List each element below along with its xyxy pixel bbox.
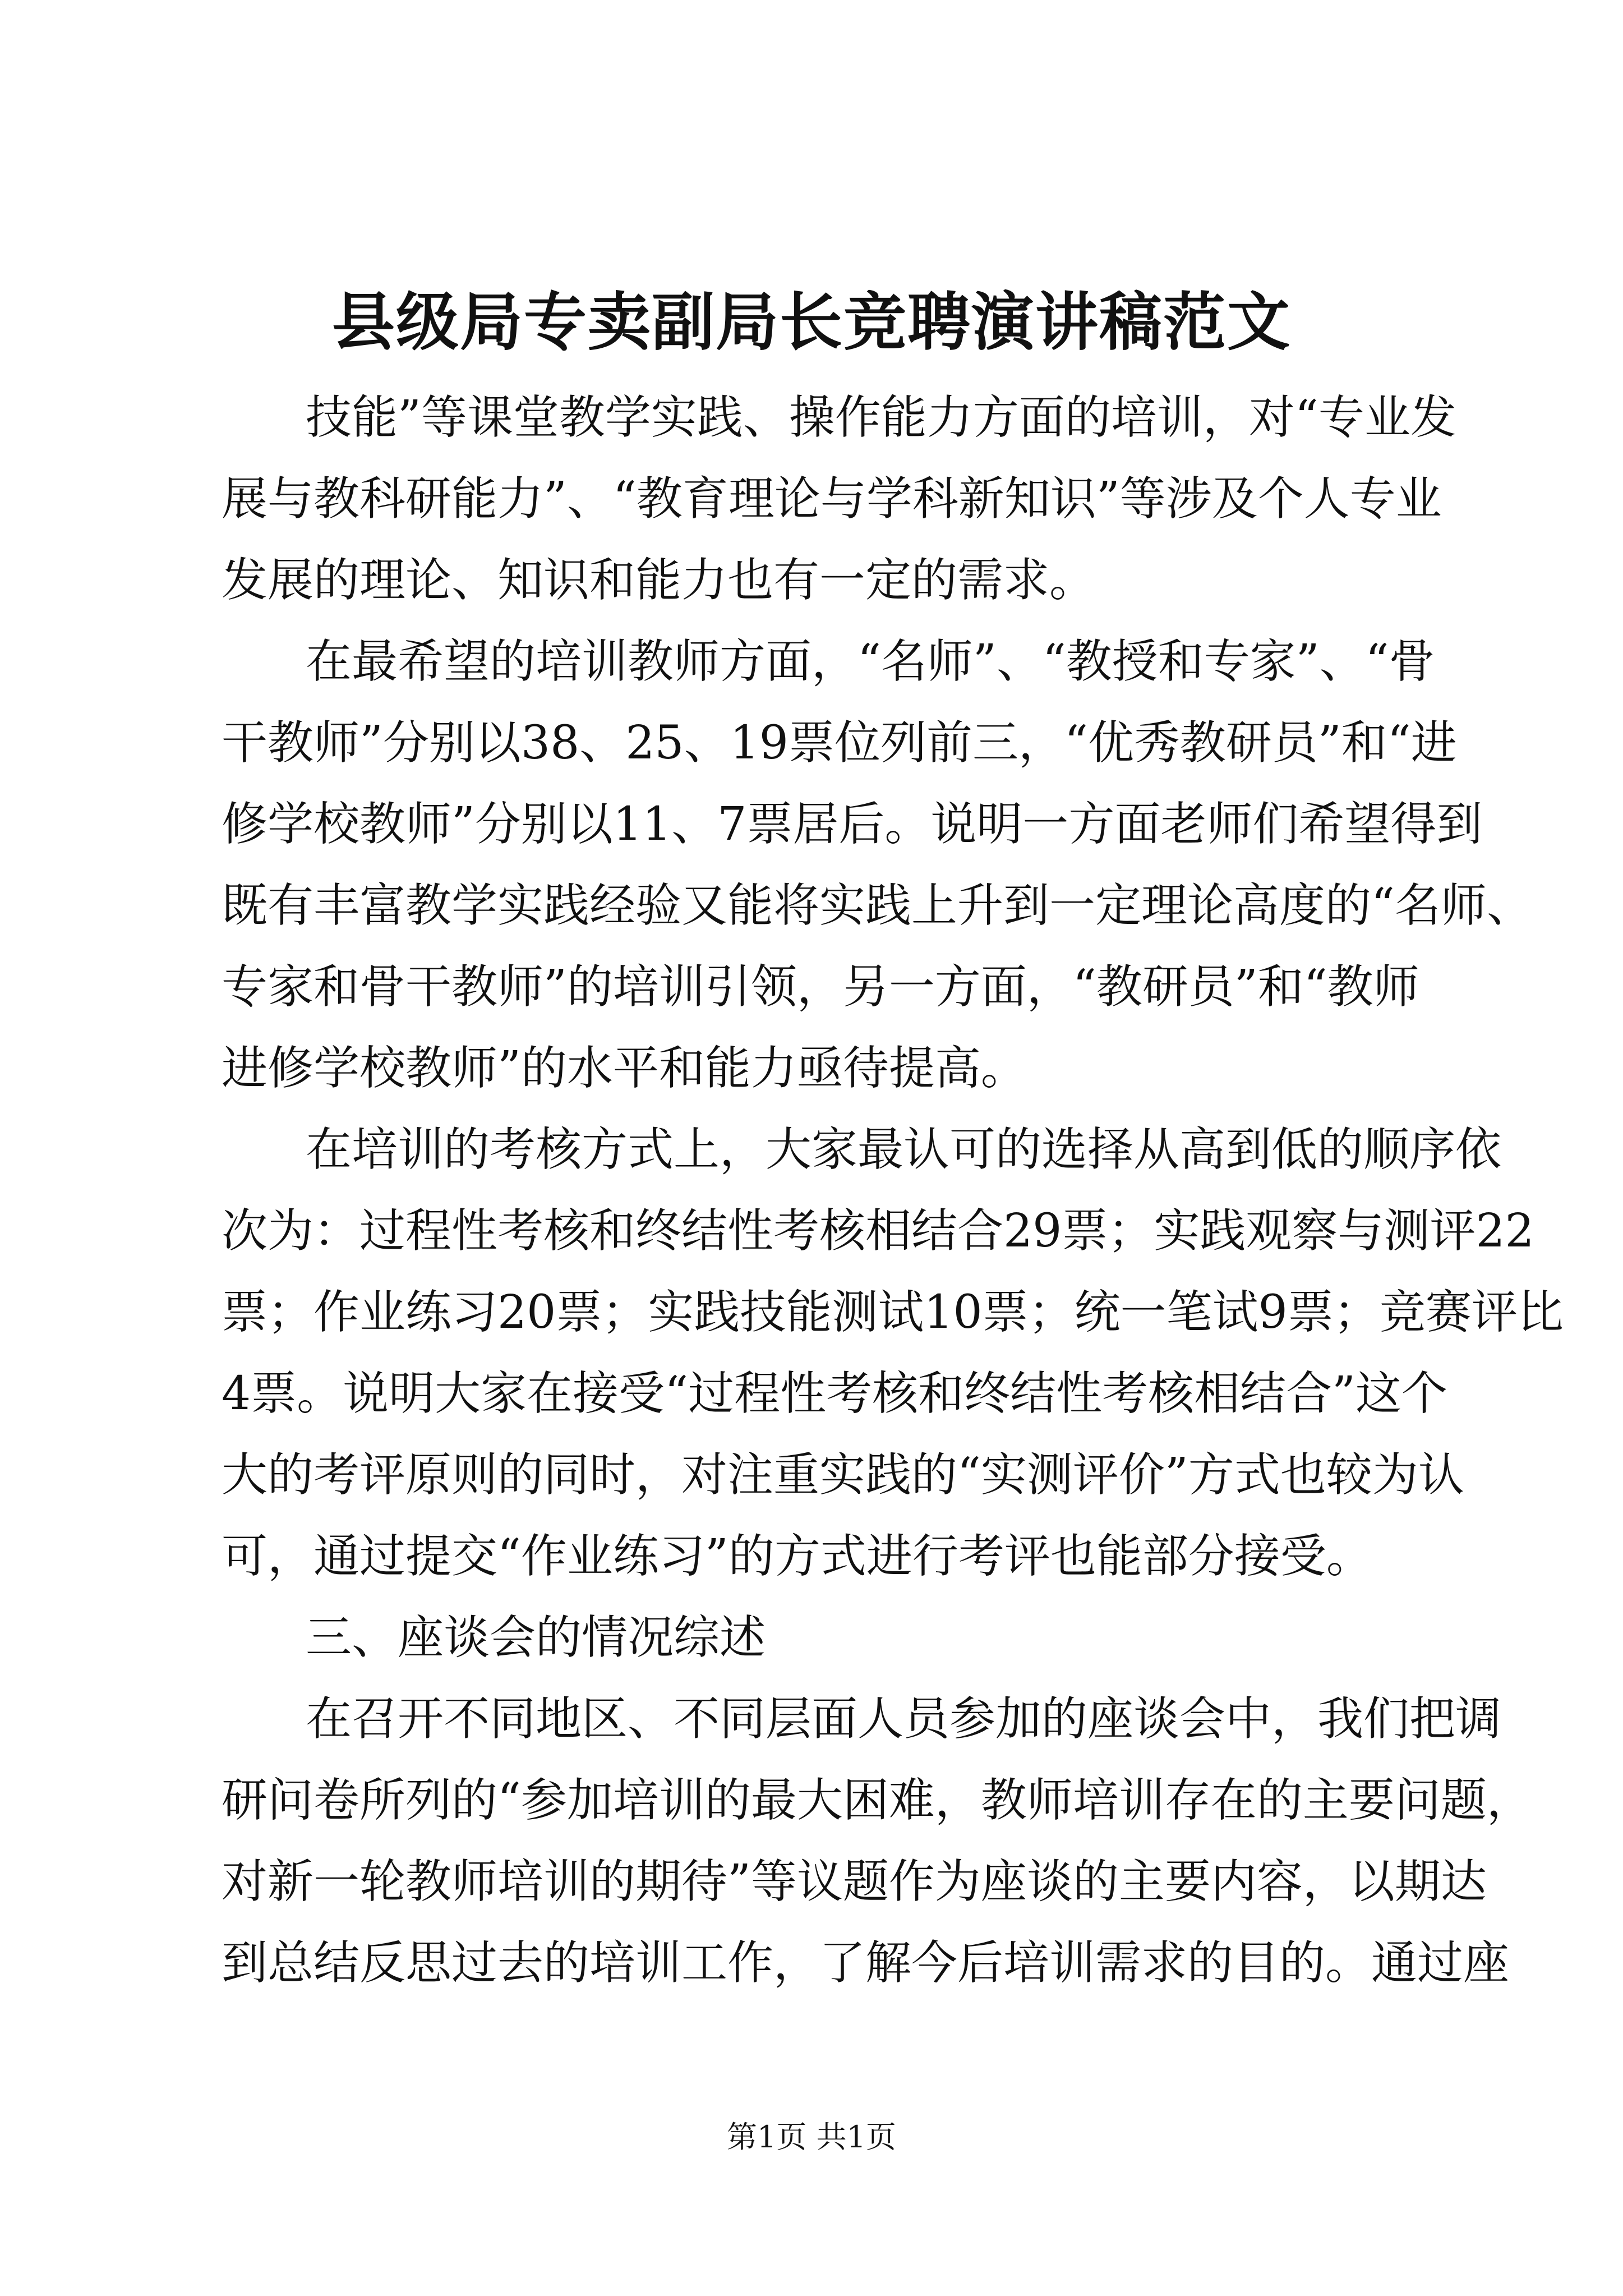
- paragraph-line: 技能”等课堂教学实践、操作能力方面的培训，对“专业发: [306, 391, 1456, 444]
- paragraph-line: 在培训的考核方式上，大家最认可的选择从高到低的顺序依: [306, 1123, 1502, 1176]
- section-heading: 三、座谈会的情况综述: [306, 1611, 766, 1664]
- paragraph-line: 既有丰富教学实践经验又能将实践上升到一定理论高度的“名师、: [222, 879, 1533, 932]
- page-footer: 第1页 共1页: [727, 2119, 896, 2155]
- paragraph-line: 大的考评原则的同时，对注重实践的“实测评价”方式也较为认: [222, 1448, 1464, 1502]
- paragraph-line: 在最希望的培训教师方面，“名师”、“教授和专家”、“骨: [306, 635, 1435, 688]
- paragraph-line: 4票。说明大家在接受“过程性考核和终结性考核相结合”这个: [222, 1367, 1448, 1420]
- paragraph-line: 到总结反思过去的培训工作，了解今后培训需求的目的。通过座: [222, 1936, 1510, 1990]
- paragraph-line: 票；作业练习20票；实践技能测试10票；统一笔试9票；竞赛评比: [222, 1286, 1564, 1339]
- paragraph-line: 展与教科研能力”、“教育理论与学科新知识”等涉及个人专业: [222, 472, 1442, 526]
- paragraph-line: 进修学校教师”的水平和能力亟待提高。: [222, 1042, 1027, 1095]
- paragraph-line: 修学校教师”分别以11、7票居后。说明一方面老师们希望得到: [222, 798, 1483, 851]
- paragraph-line: 研问卷所列的“参加培训的最大困难，教师培训存在的主要问题，: [222, 1774, 1533, 1827]
- paragraph-line: 专家和骨干教师”的培训引领，另一方面，“教研员”和“教师: [222, 960, 1419, 1014]
- paragraph-line: 干教师”分别以38、25、19票位列前三，“优秀教研员”和“进: [222, 716, 1457, 770]
- paragraph-line: 发展的理论、知识和能力也有一定的需求。: [222, 554, 1096, 607]
- paragraph-line: 次为：过程性考核和终结性考核相结合29票；实践观察与测评22: [222, 1204, 1534, 1258]
- paragraph-line: 在召开不同地区、不同层面人员参加的座谈会中，我们把调: [306, 1692, 1502, 1746]
- document-title: 县级局专卖副局长竞聘演讲稿范文: [332, 286, 1291, 359]
- paragraph-line: 对新一轮教师培训的期待”等议题作为座谈的主要内容，以期达: [222, 1855, 1487, 1908]
- paragraph-line: 可，通过提交“作业练习”的方式进行考评也能部分接受。: [222, 1530, 1372, 1583]
